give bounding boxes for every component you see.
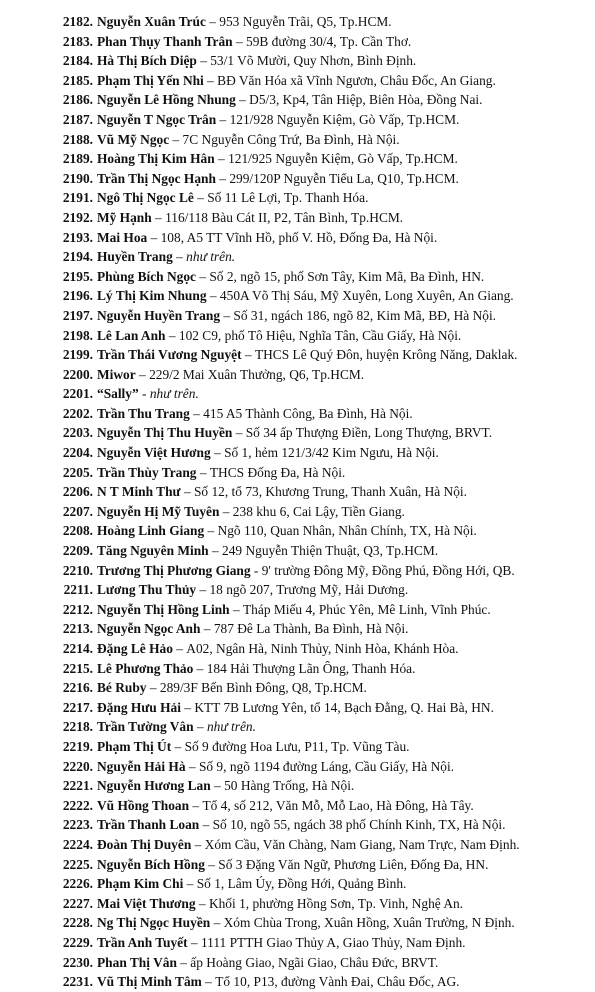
entry-separator: – (210, 445, 225, 461)
entry-number: 2201. (62, 386, 93, 402)
entry-separator: – (196, 582, 210, 598)
entry-number: 2188. (62, 131, 93, 147)
entry-address: KTT 7B Lương Yên, tổ 14, Bạch Đằng, Q. Hai Bà, HN. (194, 699, 494, 715)
entry-number: 2221. (62, 778, 93, 794)
entry-address: 116/118 Bàu Cát II, P2, Tân Bình, Tp.HCM. (165, 209, 404, 225)
list-item (0, 286, 595, 306)
entry-separator: – (203, 72, 218, 88)
list-item (0, 130, 595, 150)
entry-name: Trần Thái Vương Nguyệt (97, 347, 242, 363)
entry-number: 2194. (62, 249, 93, 265)
entry-name: Phan Thụy Thanh Trân (97, 33, 233, 49)
list-item (0, 659, 595, 679)
list-item (0, 796, 595, 816)
entry-address: Số 9, ngõ 1194 đường Láng, Cầu Giấy, Hà Nội. (198, 758, 455, 774)
entry-separator: – (185, 758, 199, 774)
entry-name: Nguyễn Thị Thu Huyền (97, 425, 233, 441)
list-item (0, 208, 595, 228)
entry-separator: – (210, 778, 225, 794)
entry-name: Mai Hoa (97, 229, 148, 245)
entry-number: 2185. (62, 72, 93, 88)
entry-separator: – (241, 347, 255, 363)
entry-separator: – (135, 366, 150, 382)
entry-separator: – (191, 836, 205, 852)
entry-name: Phạm Thị Út (97, 738, 172, 754)
entry-address: như trên. (186, 249, 236, 265)
list-item (0, 717, 595, 737)
entry-address: Số 34 ấp Thượng Điền, Long Thượng, BRVT. (245, 425, 493, 441)
entry-address: 450A Võ Thị Sáu, Mỹ Xuyên, Long Xuyên, An Giang. (219, 288, 514, 304)
entry-address: Tổ 10, P13, đường Vành Đai, Châu Đốc, AG. (215, 974, 460, 990)
list-item (0, 639, 595, 659)
entry-number: 2218. (62, 719, 93, 735)
entry-number: 2225. (62, 856, 93, 872)
entry-number: 2182. (62, 14, 93, 29)
entry-separator: – (180, 699, 195, 715)
entry-separator: – (206, 288, 220, 304)
entry-name: Hà Thị Bích Diệp (97, 53, 197, 69)
entry-separator: – (187, 934, 201, 950)
entry-number: 2205. (62, 464, 93, 480)
entry-address: 1111 PTTH Giao Thủy A, Giao Thủy, Nam Định. (200, 934, 466, 950)
entry-number: 2184. (62, 53, 93, 69)
entry-name: Nguyễn Ngọc Anh (97, 621, 201, 637)
list-item (0, 326, 595, 346)
list-item (0, 502, 595, 522)
entry-name: Trần Thùy Trang (97, 464, 197, 480)
list-item (0, 384, 595, 404)
entry-name: Đặng Hưu Hải (97, 699, 181, 715)
entry-name: Nguyễn Xuân Trúc (97, 14, 206, 29)
entry-separator: – (199, 817, 213, 833)
list-item (0, 561, 595, 581)
entry-separator: – (189, 405, 204, 421)
entry-name: Lương Thu Thủy (97, 582, 197, 598)
entry-number: 2197. (62, 307, 93, 323)
entry-address: 59B đường 30/4, Tp. Cần Thơ. (246, 33, 412, 49)
list-item (0, 345, 595, 365)
entry-separator: – (151, 209, 166, 225)
entry-name: “Sally” (97, 386, 139, 402)
entry-number: 2230. (62, 954, 93, 970)
entry-number: 2223. (62, 817, 93, 833)
address-list (0, 12, 595, 992)
entry-number: 2208. (62, 523, 93, 539)
entry-name: Nguyễn Huyền Trang (97, 307, 221, 323)
list-item (0, 463, 595, 483)
entry-address: Xóm Chùa Trong, Xuân Hồng, Xuân Trường, N Định. (223, 915, 515, 931)
entry-address: THCS Lê Quý Đôn, huyện Krông Năng, Daklak. (254, 347, 518, 363)
entry-number: 2207. (62, 503, 93, 519)
entry-address: 50 Hàng Trống, Hà Nội. (224, 778, 355, 794)
entry-address: như trên. (149, 386, 199, 402)
list-item (0, 874, 595, 894)
entry-address: 299/120P Nguyễn Tiểu La, Q10, Tp.HCM. (229, 170, 459, 186)
list-item (0, 600, 595, 620)
entry-name: Lê Phương Thảo (97, 660, 194, 676)
entry-address: Tháp Miếu 4, Phúc Yên, Mê Linh, Vĩnh Phúc. (243, 601, 491, 617)
list-item (0, 149, 595, 169)
entry-number: 2226. (62, 876, 93, 892)
list-item (0, 188, 595, 208)
list-item (0, 423, 595, 443)
entry-name: Nguyễn Thị Hồng Linh (97, 601, 230, 617)
list-item (0, 933, 595, 953)
list-item (0, 619, 595, 639)
entry-number: 2192. (62, 209, 93, 225)
entry-separator: – (172, 641, 187, 656)
list-item (0, 365, 595, 385)
entry-address: 229/2 Mai Xuân Thưởng, Q6, Tp.HCM. (149, 366, 365, 382)
entry-name: Nguyễn Bích Hồng (97, 856, 205, 872)
entry-address: Khối 1, phường Hồng Sơn, Tp. Vinh, Nghệ An. (208, 895, 464, 911)
list-item (0, 482, 595, 502)
entry-number: 2206. (62, 484, 93, 500)
entry-name: Ng Thị Ngọc Huyền (97, 915, 211, 931)
entry-address: Tổ 4, số 212, Văn Mỗ, Mỗ Lao, Hà Đông, Hà Tây. (202, 797, 474, 813)
entry-separator: – (232, 33, 246, 49)
entry-separator: – (235, 92, 250, 108)
entry-address: Số 1, Lâm Úy, Đồng Hới, Quảng Bình. (196, 876, 407, 892)
entry-separator: – (165, 327, 179, 343)
entry-name: Phạm Thị Yến Nhi (97, 72, 204, 88)
list-item (0, 953, 595, 973)
entry-separator: – (193, 660, 207, 676)
entry-number: 2214. (62, 641, 93, 656)
list-item (0, 71, 595, 91)
entry-name: Đặng Lê Hảo (97, 641, 173, 656)
entry-separator: – (171, 738, 185, 754)
entry-name: Tăng Nguyên Minh (97, 543, 209, 559)
entry-separator: – (232, 425, 246, 441)
entry-separator: – (219, 503, 233, 519)
entry-address: THCS Đống Đa, Hà Nội. (209, 464, 346, 480)
entry-number: 2193. (62, 229, 93, 245)
entry-address: Số 9 đường Hoa Lưu, P11, Tp. Vũng Tàu. (184, 738, 410, 754)
entry-name: Phan Thị Vân (97, 954, 177, 970)
entry-name: Trần Thu Trang (97, 405, 190, 421)
entry-address: Số 1, hẻm 121/3/42 Kim Ngưu, Hà Nội. (224, 445, 439, 461)
entry-name: Nguyễn Hương Lan (97, 778, 211, 794)
entry-name: Trần Anh Tuyết (97, 934, 188, 950)
entry-separator: – (183, 876, 197, 892)
entry-number: 2199. (62, 347, 93, 363)
entry-name: Lý Thị Kim Nhung (97, 288, 207, 304)
list-item (0, 404, 595, 424)
list-item (0, 12, 595, 32)
entry-separator: – (200, 621, 214, 637)
entry-number: 2219. (62, 738, 93, 754)
entry-name: Phùng Bích Ngọc (97, 268, 196, 284)
entry-separator: – (169, 131, 183, 147)
entry-separator: – (204, 856, 219, 872)
entry-separator: - (250, 562, 262, 578)
entry-number: 2228. (62, 915, 93, 931)
entry-name: Nguyễn Việt Hương (97, 445, 211, 461)
list-item (0, 228, 595, 248)
entry-number: 2187. (62, 111, 93, 127)
list-item (0, 835, 595, 855)
entry-number: 2183. (62, 33, 93, 49)
entry-number: 2211. (63, 582, 93, 598)
entry-number: 2195. (62, 268, 93, 284)
entry-separator: – (193, 190, 208, 206)
entry-number: 2189. (62, 151, 93, 167)
entry-number: 2217. (62, 699, 93, 715)
entry-address: 415 A5 Thành Công, Ba Đình, Hà Nội. (203, 405, 413, 421)
list-item (0, 855, 595, 875)
list-item (0, 306, 595, 326)
entry-address: 9' trường Đông Mỹ, Đồng Phú, Đồng Hới, QB. (261, 562, 515, 578)
entry-number: 2204. (62, 445, 93, 461)
entry-number: 2231. (62, 974, 93, 990)
entry-number: 2229. (62, 934, 93, 950)
entry-number: 2191. (62, 190, 93, 206)
list-item (0, 51, 595, 71)
entry-separator: – (195, 268, 210, 284)
entry-address: 7C Nguyễn Công Trứ, Ba Đình, Hà Nội. (182, 131, 400, 147)
entry-separator: – (147, 229, 161, 245)
entry-number: 2202. (62, 405, 93, 421)
entry-name: Nguyễn Hải Hà (97, 758, 186, 774)
entry-address: 238 khu 6, Cai Lậy, Tiền Giang. (232, 503, 405, 519)
entry-separator: – (196, 464, 210, 480)
list-item (0, 169, 595, 189)
list-item (0, 815, 595, 835)
entry-separator: – (204, 523, 218, 539)
entry-name: Ngô Thị Ngọc Lê (97, 190, 194, 206)
list-item (0, 90, 595, 110)
entry-separator: – (210, 915, 224, 931)
list-item (0, 757, 595, 777)
entry-number: 2213. (62, 621, 93, 637)
list-item (0, 972, 595, 992)
entry-number: 2203. (62, 425, 93, 441)
entry-separator: – (215, 170, 230, 186)
entry-address: Số 2, ngõ 15, phố Sơn Tây, Kim Mã, Ba Đình, HN. (209, 268, 485, 284)
entry-address: 787 Đê La Thành, Ba Đình, Hà Nội. (213, 621, 409, 637)
entry-separator: – (196, 53, 211, 69)
entry-name: Huyền Trang (97, 249, 173, 265)
entry-number: 2186. (62, 92, 93, 108)
entry-name: Nguyễn Hị Mỹ Tuyên (97, 503, 220, 519)
entry-name: Hoàng Linh Giang (97, 523, 205, 539)
entry-name: Miwor (97, 366, 136, 382)
entry-number: 2198. (62, 327, 93, 343)
entry-address: 108, A5 TT Vĩnh Hồ, phố V. Hồ, Đống Đa, Hà Nội. (160, 229, 438, 245)
entry-number: 2215. (62, 660, 93, 676)
entry-address: 121/928 Nguyễn Kiệm, Gò Vấp, Tp.HCM. (229, 111, 460, 127)
entry-name: Bé Ruby (97, 680, 147, 696)
entry-address: A02, Ngân Hà, Ninh Thủy, Ninh Hòa, Khánh Hòa. (186, 641, 459, 656)
entry-separator: – (201, 974, 216, 990)
list-item (0, 698, 595, 718)
entry-number: 2216. (62, 680, 93, 696)
list-item (0, 678, 595, 698)
entry-name: Mai Việt Thương (97, 895, 196, 911)
entry-number: 2212. (62, 601, 93, 617)
entry-name: Vũ Thị Minh Tâm (97, 974, 202, 990)
entry-number: 2210. (62, 562, 93, 578)
entry-separator: – (208, 543, 223, 559)
entry-name: N T Minh Thư (97, 484, 181, 500)
entry-number: 2227. (62, 895, 93, 911)
list-item (0, 521, 595, 541)
entry-name: Trần Tường Vân (97, 719, 194, 735)
entry-address: Số 11 Lê Lợi, Tp. Thanh Hóa. (207, 190, 369, 206)
entry-name: Trần Thị Ngọc Hạnh (97, 170, 216, 186)
entry-separator: – (180, 484, 194, 500)
entry-name: Đoàn Thị Duyên (97, 836, 192, 852)
entry-separator: - (138, 386, 150, 402)
entry-name: Vũ Mỹ Ngọc (97, 131, 170, 147)
list-item (0, 110, 595, 130)
entry-name: Hoàng Thị Kim Hân (97, 151, 215, 167)
list-item (0, 267, 595, 287)
entry-name: Mỹ Hạnh (97, 209, 152, 225)
entry-separator: – (195, 895, 209, 911)
entry-separator: – (205, 14, 220, 29)
entry-separator: – (146, 680, 160, 696)
entry-number: 2190. (62, 170, 93, 186)
entry-name: Vũ Hồng Thoan (97, 797, 190, 813)
entry-address: như trên. (206, 719, 256, 735)
entry-address: ấp Hoàng Giao, Ngãi Giao, Châu Đức, BRVT. (190, 954, 439, 970)
entry-address: 289/3F Bến Bình Đông, Q8, Tp.HCM. (159, 680, 367, 696)
entry-name: Trần Thanh Loan (97, 817, 200, 833)
entry-address: D5/3, Kp4, Tân Hiệp, Biên Hòa, Đồng Nai. (249, 92, 483, 108)
entry-address: BĐ Văn Hóa xã Vĩnh Ngươn, Châu Đốc, An Giang. (217, 72, 496, 88)
entry-separator: – (229, 601, 243, 617)
entry-name: Nguyễn T Ngọc Trân (97, 111, 217, 127)
entry-address: Xóm Cầu, Văn Chàng, Nam Giang, Nam Trực, Nam Định. (204, 836, 520, 852)
list-item (0, 913, 595, 933)
entry-address: Số 3 Đặng Văn Ngữ, Phương Liên, Đống Đa, HN. (218, 856, 489, 872)
entry-separator: – (189, 797, 203, 813)
entry-address: 184 Hải Thượng Lãn Ông, Thanh Hóa. (206, 660, 416, 676)
list-item (0, 541, 595, 561)
entry-address: Số 12, tổ 73, Khương Trung, Thanh Xuân, Hà Nội. (193, 484, 467, 500)
entry-number: 2222. (62, 797, 93, 813)
entry-address: 102 C9, phố Tô Hiệu, Nghĩa Tân, Cầu Giấy, Hà Nội. (178, 327, 462, 343)
list-item (0, 443, 595, 463)
list-item (0, 32, 595, 52)
entry-separator: – (220, 307, 234, 323)
entry-address: 53/1 Võ Mười, Quy Nhơn, Bình Định. (210, 53, 417, 69)
entry-number: 2200. (62, 366, 93, 382)
entry-address: 18 ngõ 207, Trương Mỹ, Hải Dương. (209, 582, 409, 598)
list-item (0, 247, 595, 267)
entry-name: Nguyễn Lê Hồng Nhung (97, 92, 236, 108)
list-item (0, 580, 595, 600)
entry-number: 2224. (62, 836, 93, 852)
entry-address: 953 Nguyễn Trãi, Q5, Tp.HCM. (219, 14, 392, 29)
entry-number: 2196. (62, 288, 93, 304)
entry-address: Số 10, ngõ 55, ngách 38 phố Chính Kinh, TX, Hà Nội. (212, 817, 506, 833)
entry-separator: – (193, 719, 207, 735)
entry-name: Lê Lan Anh (97, 327, 166, 343)
list-item (0, 737, 595, 757)
entry-address: 249 Nguyễn Thiện Thuật, Q3, Tp.HCM. (222, 543, 439, 559)
list-item (0, 894, 595, 914)
entry-separator: – (214, 151, 229, 167)
entry-address: Số 31, ngách 186, ngõ 82, Kim Mã, BĐ, Hà Nội. (233, 307, 497, 323)
entry-separator: – (172, 249, 187, 265)
entry-number: 2220. (62, 758, 93, 774)
entry-separator: – (216, 111, 230, 127)
entry-address: 121/925 Nguyễn Kiệm, Gò Vấp, Tp.HCM. (228, 151, 458, 167)
entry-number: 2209. (62, 543, 93, 559)
entry-name: Phạm Kim Chi (97, 876, 184, 892)
list-item (0, 776, 595, 796)
entry-address: Ngõ 110, Quan Nhân, Nhân Chính, TX, Hà Nội. (217, 523, 477, 539)
entry-name: Trương Thị Phương Giang (97, 562, 251, 578)
entry-separator: – (176, 954, 191, 970)
